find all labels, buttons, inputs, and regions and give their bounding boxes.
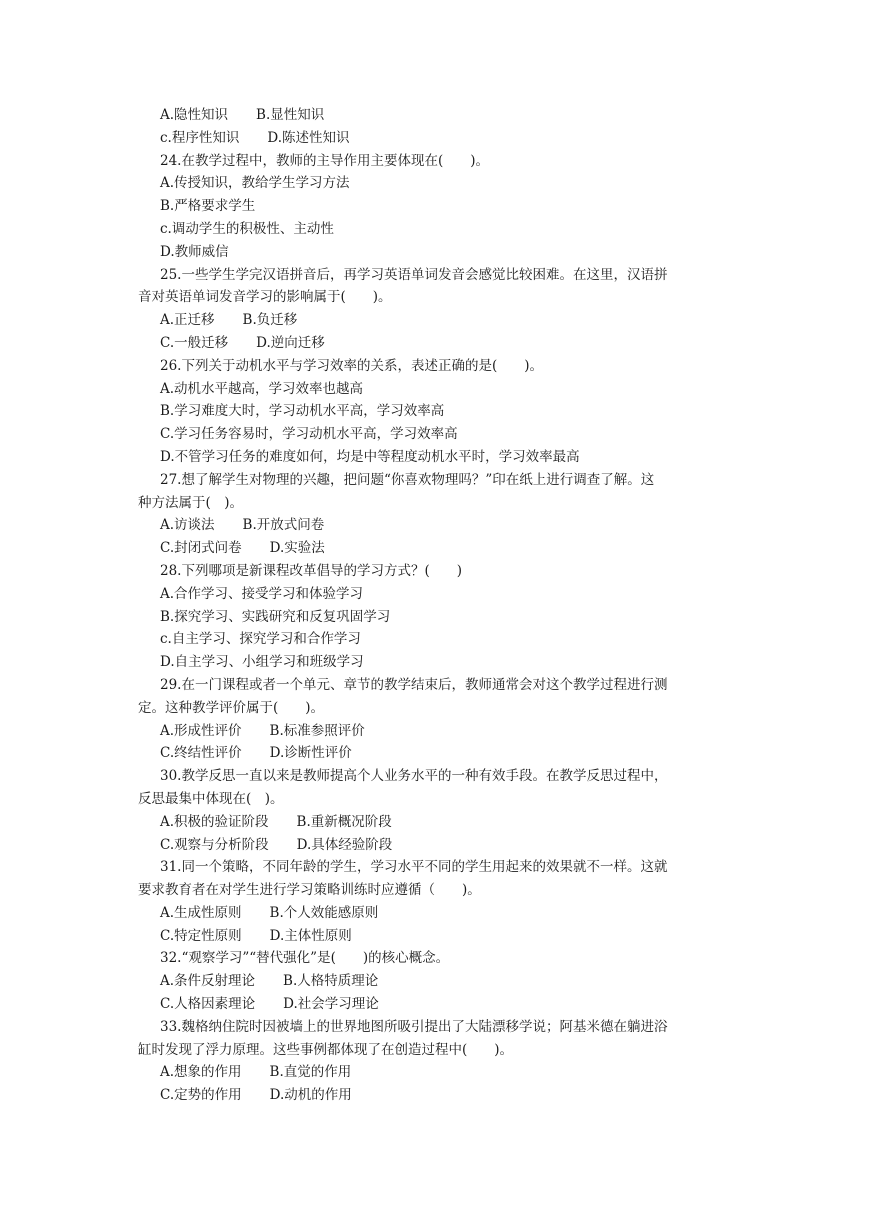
option-line: c.调动学生的积极性、主动性 [160,220,334,237]
option-c: C.封闭式问卷 [160,540,242,557]
option-line: A.动机水平越高，学习效率也越高 [160,380,364,397]
question-stem: 32.“观察学习”“替代强化”是( )的核心概念。 [160,950,450,967]
option-a: A.访谈法 [160,517,215,534]
option-a: A.积极的验证阶段 [160,813,269,830]
question-stem: 29.在一门课程或者一个单元、章节的教学结束后，教师通常会对这个教学过程进行测 [160,676,668,693]
option-line [138,811,750,834]
option-b: B.负迁移 [242,312,298,329]
option-a: A.正迁移 [160,312,215,329]
question-stem-continued: 定。这种教学评价属于( )。 [138,699,325,716]
option-line: D.教师威信 [160,243,229,260]
option-line [138,514,750,537]
option-d: D.逆向迁移 [256,334,325,351]
option-c: C.一般迁移 [160,334,229,351]
option-d: D.实验法 [269,540,325,557]
option-line: A.合作学习、接受学习和体验学习 [160,585,364,602]
option-line: D.自主学习、小组学习和班级学习 [160,654,364,671]
option-d: D.具体经验阶段 [296,836,393,853]
option-b: B.重新概况阶段 [296,813,392,830]
question-stem-continued: 反思最集中体现在( )。 [138,790,284,807]
option-line: C.学习任务容易时，学习动机水平高，学习效率高 [160,426,458,443]
option-d: D.动机的作用 [269,1087,352,1104]
option-line [138,970,750,993]
option-d: D.诊断性评价 [269,745,352,762]
option-a: A.想象的作用 [160,1064,242,1081]
option-line [138,925,750,948]
option-line [138,309,750,332]
option-b: B.直觉的作用 [269,1064,352,1081]
question-stem-continued: 种方法属于( )。 [138,494,244,511]
option-a: A.条件反射理论 [160,973,256,990]
option-line [138,1061,750,1084]
option-d: D.社会学习理论 [283,996,379,1013]
option-a: A.隐性知识 [160,107,229,123]
option-line [138,834,750,857]
option-b: B.开放式问卷 [242,517,325,534]
question-stem: 33.魏格纳住院时因被墙上的世界地图所吸引提出了大陆漂移学说；阿基米德在躺进浴 [160,1018,668,1035]
option-line: D.不管学习任务的难度如何，均是中等程度动机水平时，学习效率最高 [160,448,580,465]
option-c: c.程序性知识 [160,129,240,146]
option-line [138,742,750,765]
option-b: B.个人效能感原则 [269,904,379,921]
option-b: B.显性知识 [256,107,325,123]
question-stem-continued: 音对英语单词发音学习的影响属于( )。 [138,289,392,306]
question-text [138,104,750,1107]
option-line: B.严格要求学生 [160,198,256,215]
question-stem-continued: 要求教育者在对学生进行学习策略训练时应遵循（ )。 [138,882,481,899]
option-d: D.主体性原则 [269,927,352,944]
option-c: C.定势的作用 [160,1087,242,1104]
option-line: c.自主学习、探究学习和合作学习 [160,631,361,648]
option-line [138,902,750,925]
question-stem: 27.想了解学生对物理的兴趣，把问题“你喜欢物理吗？”印在纸上进行调查了解。这 [160,471,655,488]
question-stem: 28.下列哪项是新课程改革倡导的学习方式？( ) [160,562,463,579]
option-line [138,127,750,150]
option-line: A.传授知识，教给学生学习方法 [160,175,350,192]
option-line [138,993,750,1016]
question-stem: 31.同一个策略，不同年龄的学生，学习水平不同的学生用起来的效果就不一样。这就 [160,859,668,876]
option-line [138,720,750,743]
option-c: C.人格因素理论 [160,996,256,1013]
option-line [138,104,750,127]
option-c: C.特定性原则 [160,927,242,944]
option-a: A.生成性原则 [160,904,242,921]
option-line [138,1084,750,1107]
question-stem: 26.下列关于动机水平与学习效率的关系，表述正确的是( )。 [160,357,544,374]
option-b: B.标准参照评价 [269,722,365,739]
question-stem: 25.一些学生学完汉语拼音后，再学习英语单词发音会感觉比较困难。在这里，汉语拼 [160,266,668,283]
option-d: D.陈述性知识 [267,129,350,146]
question-stem: 30.教学反思一直以来是教师提高个人业务水平的一种有效手段。在教学反思过程中， [160,768,668,785]
option-c: C.观察与分析阶段 [160,836,269,853]
option-line [138,332,750,355]
option-line: B.学习难度大时，学习动机水平高，学习效率高 [160,403,445,420]
option-line [138,537,750,560]
option-line: B.探究学习、实践研究和反复巩固学习 [160,608,391,625]
question-stem-continued: 缸时发现了浮力原理。这些事例都体现了在创造过程中( )。 [138,1041,514,1058]
option-a: A.形成性评价 [160,722,242,739]
option-b: B.人格特质理论 [283,973,379,990]
question-stem: 24.在教学过程中，教师的主导作用主要体现在( )。 [160,152,490,169]
option-c: C.终结性评价 [160,745,242,762]
